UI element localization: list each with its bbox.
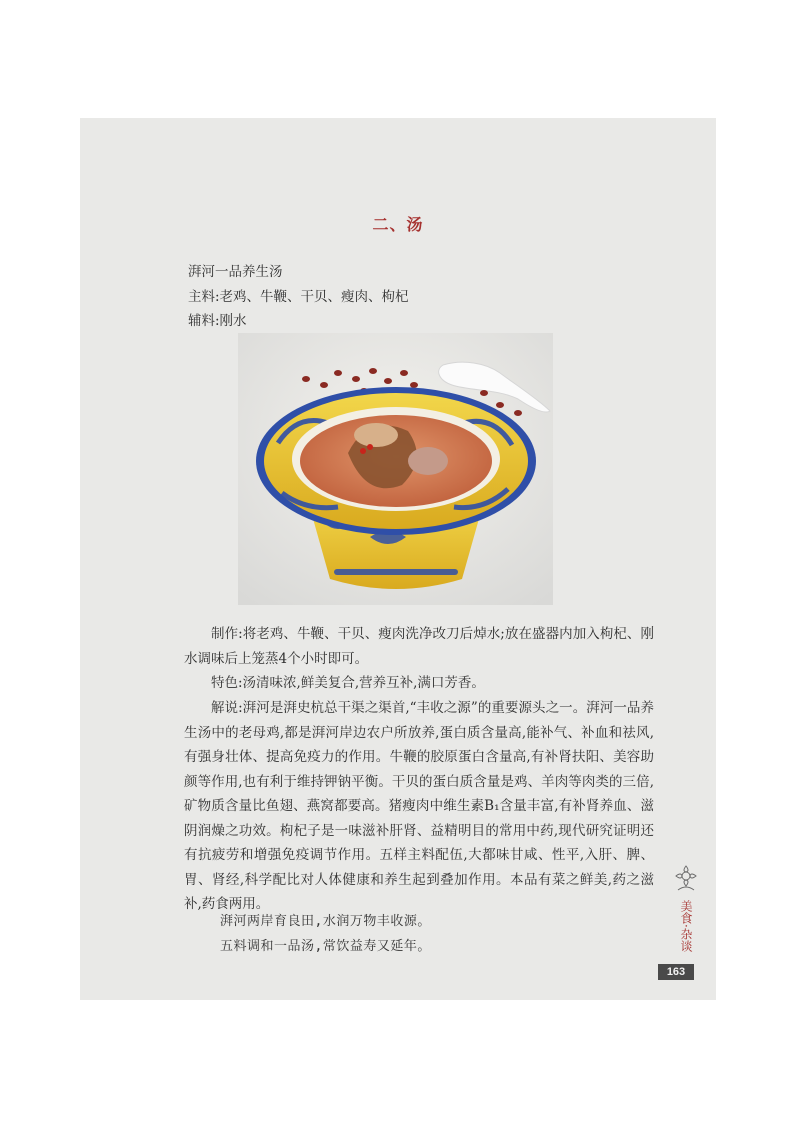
paragraph-features: 特色:汤清味浓,鲜美复合,营养互补,满口芳香。 [211,675,485,691]
auxiliary-ingredients: 辅料:刚水 [188,313,247,329]
poem-line-2: 五料调和一品汤,常饮益寿又延年。 [220,939,431,954]
section-side-label: 美食·杂谈 [679,900,693,952]
soup-photo [238,333,553,605]
paragraph-explanation: 解说:湃河是湃史杭总干渠之渠首,“丰收之源”的重要源头之一。湃河一品养生汤中的老母鸡,都是湃河岸边农户所放养,蛋白质含量高,能补气、补血和祛风,有强身壮体、提高免疫力的作用。牛鞭的胶原蛋白含量高,有补肾扶阳、美容助颜等作用,也有利于维持钾钠平衡。干贝的蛋白质含量是鸡、羊肉等肉类的三倍,矿物质含量比鱼翅、燕窝都要高。猪瘦肉中维生素B₁含量丰富,有补肾养血、滋阴润燥之功效。枸杞子是一味滋补肝肾、益精明目的常用中药,现代研究证明还有抗疲劳和增强免疫调节作用。五样主料配伍,大都味甘咸、性平,入肝、脾、胃、肾经,科学配比对人体健康和养生起到叠加作用。本品有菜之鲜美,药之滋补,药食两用。 [184,700,654,912]
main-ingredients: 主料:老鸡、牛鞭、干贝、瘦肉、枸杞 [188,289,409,305]
page-number: 163 [658,964,694,980]
paragraph-method: 制作:将老鸡、牛鞭、干贝、瘦肉洗净改刀后焯水;放在盛器内加入枸杞、刚水调味后上笼蒸4个小时即可。 [184,626,654,667]
flower-ornament-icon [672,864,700,894]
poem-line-1: 湃河两岸育良田,水润万物丰收源。 [220,914,431,929]
side-decoration [672,864,700,952]
recipe-name: 湃河一品养生汤 [188,264,283,280]
section-title: 二、汤 [372,215,424,234]
book-page [80,118,716,1000]
